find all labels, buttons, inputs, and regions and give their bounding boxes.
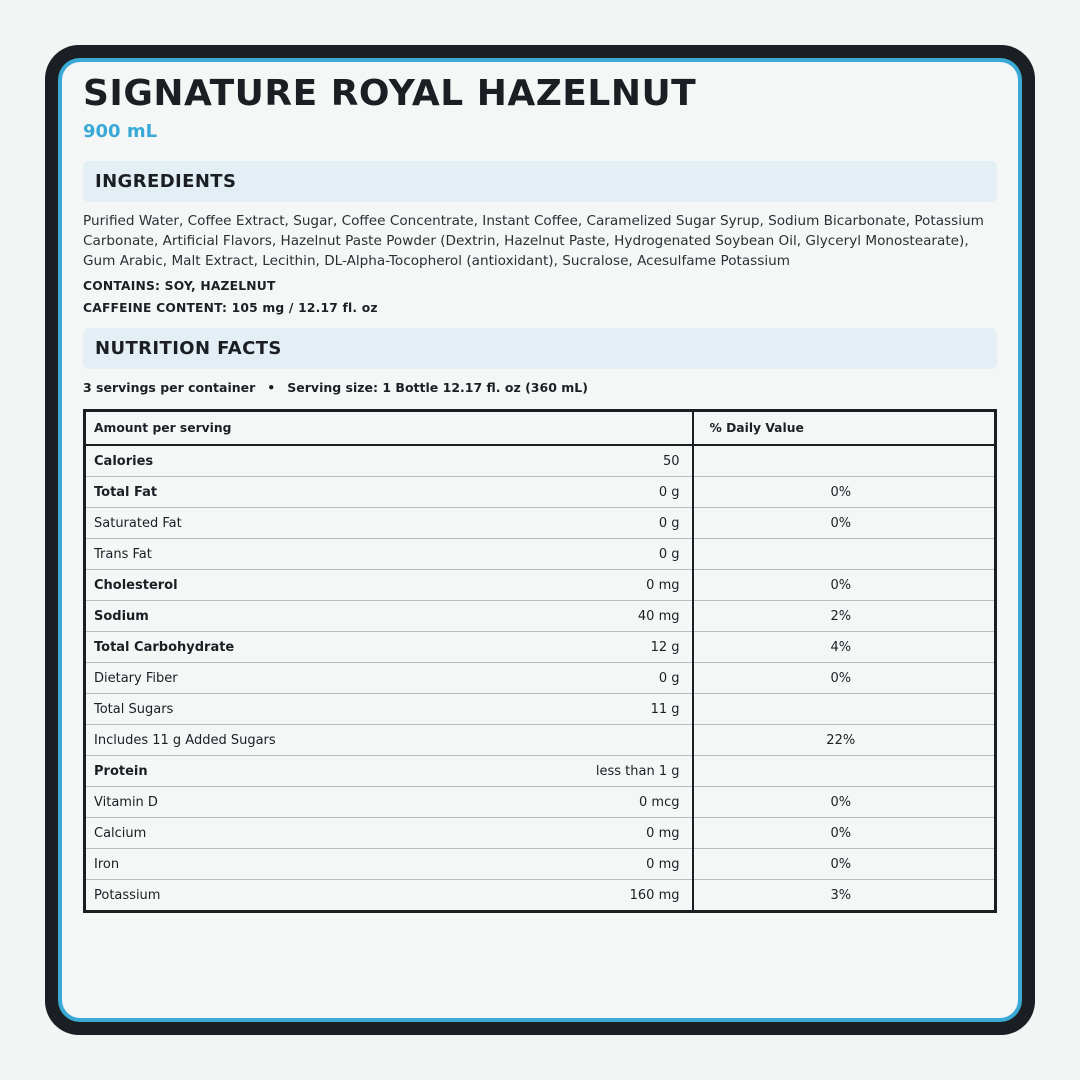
nutrition-table-body [85, 445, 996, 912]
nutrient-cell [85, 663, 693, 694]
nutrient-name: Vitamin D [94, 794, 158, 810]
nutrient-cell [85, 477, 693, 508]
nutrient-cell [85, 880, 693, 912]
amount-column-header: Amount per serving [85, 411, 693, 446]
table-row [85, 818, 996, 849]
nutrient-amount: less than 1 g [595, 763, 680, 779]
daily-value: 0% [693, 818, 996, 849]
daily-value: 0% [693, 663, 996, 694]
product-volume: 900 mL [83, 121, 158, 142]
daily-value: 4% [693, 632, 996, 663]
nutrient-cell [85, 756, 693, 787]
nutrient-cell [85, 694, 693, 725]
nutrient-name: Iron [94, 856, 120, 872]
nutrient-name: Total Sugars [94, 701, 174, 717]
nutrient-name: Saturated Fat [94, 515, 182, 531]
nutrient-name: Total Fat [94, 484, 158, 500]
nutrient-name: Cholesterol [94, 577, 178, 593]
ingredients-heading: INGREDIENTS [83, 161, 997, 202]
daily-value: 0% [693, 849, 996, 880]
nutrient-amount: 0 mcg [639, 794, 680, 810]
table-row [85, 539, 996, 570]
nutrition-heading: NUTRITION FACTS [83, 328, 997, 369]
servings-per-container: 3 servings per container [83, 380, 256, 395]
serving-info [83, 379, 997, 397]
table-row [85, 725, 996, 756]
nutrient-amount: 160 mg [629, 887, 680, 903]
nutrient-name: Trans Fat [94, 546, 152, 562]
nutrient-cell [85, 725, 693, 756]
nutrient-name: Protein [94, 763, 148, 779]
daily-value: 0% [693, 508, 996, 539]
product-title: SIGNATURE ROYAL HAZELNUT [83, 73, 697, 114]
nutrient-cell [85, 570, 693, 601]
nutrition-table-header [85, 411, 996, 446]
caffeine-content: CAFFEINE CONTENT: 105 mg / 12.17 fl. oz [83, 301, 378, 315]
daily-value: 0% [693, 477, 996, 508]
table-row [85, 601, 996, 632]
table-row [85, 880, 996, 912]
daily-value: 22% [693, 725, 996, 756]
nutrient-cell [85, 787, 693, 818]
nutrient-amount: 0 g [658, 484, 680, 500]
nutrient-amount: 0 mg [646, 577, 680, 593]
daily-value [693, 445, 996, 477]
daily-value [693, 756, 996, 787]
serving-size: Serving size: 1 Bottle 12.17 fl. oz (360 mL) [287, 380, 588, 395]
table-row [85, 849, 996, 880]
nutrition-table [83, 409, 997, 913]
table-row [85, 477, 996, 508]
nutrient-cell [85, 601, 693, 632]
nutrient-amount: 0 mg [646, 856, 680, 872]
nutrient-cell [85, 445, 693, 477]
nutrient-name: Potassium [94, 887, 161, 903]
nutrient-amount: 0 g [658, 670, 680, 686]
serving-separator: • [267, 380, 276, 395]
nutrient-cell [85, 818, 693, 849]
table-row [85, 756, 996, 787]
nutrient-amount: 12 g [650, 639, 680, 655]
nutrient-amount: 40 mg [637, 608, 680, 624]
table-row [85, 632, 996, 663]
nutrient-amount: 0 mg [646, 825, 680, 841]
nutrient-name: Total Carbohydrate [94, 639, 235, 655]
ingredients-list: Purified Water, Coffee Extract, Sugar, Coffee Concentrate, Instant Coffee, Caramelized Sugar Syrup, Sodium Bicarbonate, Potassium Carbonate, Artificial Flavors, Hazelnut Paste Powder (Dextrin, Hazelnut Paste, Hydrogenated Soybean Oil, Glyceryl Monostearate), Gum Arabic, Malt Extract, Lecithin, DL-Alpha-Tocopherol (antioxidant), Sucralose, Acesulfame Potassium [83, 213, 984, 269]
daily-value-column-header: % Daily Value [693, 411, 996, 446]
daily-value: 2% [693, 601, 996, 632]
nutrient-amount: 11 g [650, 701, 680, 717]
nutrient-name: Sodium [94, 608, 149, 624]
nutrient-cell [85, 539, 693, 570]
table-row [85, 445, 996, 477]
nutrient-cell [85, 508, 693, 539]
nutrient-name: Dietary Fiber [94, 670, 178, 686]
table-row [85, 694, 996, 725]
allergen-statement: CONTAINS: SOY, HAZELNUT [83, 279, 276, 293]
table-row [85, 570, 996, 601]
nutrient-name: Calcium [94, 825, 147, 841]
nutrient-name: Calories [94, 453, 154, 469]
daily-value [693, 694, 996, 725]
daily-value: 0% [693, 570, 996, 601]
nutrient-cell [85, 632, 693, 663]
table-row [85, 508, 996, 539]
nutrient-amount: 0 g [658, 515, 680, 531]
nutrient-amount: 50 [662, 453, 680, 469]
label-content [83, 72, 997, 913]
nutrient-cell [85, 849, 693, 880]
nutrient-name: Includes 11 g Added Sugars [94, 732, 276, 748]
nutrient-amount: 0 g [658, 546, 680, 562]
daily-value [693, 539, 996, 570]
daily-value: 3% [693, 880, 996, 912]
daily-value: 0% [693, 787, 996, 818]
table-row [85, 787, 996, 818]
table-row [85, 663, 996, 694]
